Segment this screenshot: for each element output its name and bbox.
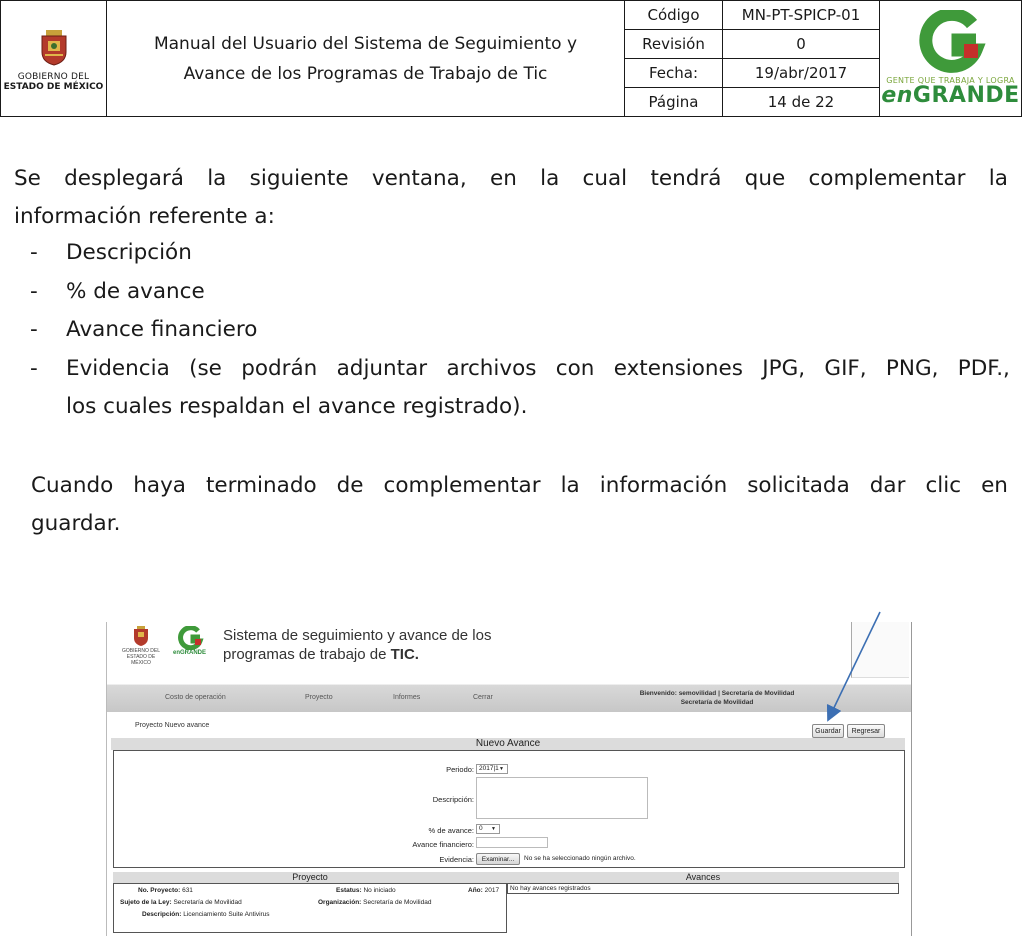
word: que: [744, 166, 786, 191]
period-value: 2017|1: [479, 765, 499, 772]
nav-cerrar[interactable]: Cerrar: [473, 694, 493, 701]
date-label: Fecha:: [625, 59, 723, 88]
project-organization-value: Secretaría de Movilidad: [363, 899, 432, 906]
revision-label: Revisión: [625, 30, 723, 59]
date-value: 19/abr/2017: [723, 59, 880, 88]
period-label: Periodo:: [446, 765, 474, 774]
project-subject-label: Sujeto de la Ley:: [120, 899, 172, 906]
word: tendrá: [650, 166, 722, 191]
word: complementar: [808, 166, 966, 191]
back-button[interactable]: Regresar: [847, 724, 885, 738]
code-value: MN-PT-SPICP-01: [723, 1, 880, 30]
system-title: [223, 626, 491, 664]
word: PNG,: [885, 355, 939, 381]
fields-list: [30, 234, 1010, 427]
word: dar: [869, 473, 906, 498]
mini-gobierno-line1: GOBIERNO DEL: [121, 648, 161, 654]
page-value: 14 de 22: [723, 88, 880, 117]
word: Cuando: [31, 473, 114, 498]
mini-coat-of-arms-icon: [133, 626, 149, 646]
word: JPG,: [762, 355, 806, 381]
advances-list: No hay avances registrados: [507, 883, 899, 894]
brand-wordmark: [881, 85, 1019, 107]
system-navbar: [107, 684, 912, 712]
browse-button[interactable]: Examinar...: [476, 853, 520, 865]
manual-title-line1: Manual del Usuario del Sistema de Seguimiento y: [153, 33, 578, 54]
intro-line2: información referente a:: [14, 204, 275, 229]
word: Se: [14, 166, 41, 191]
nav-costo-operacion[interactable]: Costo de operación: [165, 694, 226, 701]
word: terminado: [205, 473, 317, 498]
system-screenshot: [106, 622, 912, 936]
breadcrumb: Proyecto Nuevo avance: [135, 722, 210, 729]
list-dash: -: [30, 317, 38, 342]
project-organization-label: Organización:: [318, 899, 362, 906]
list-item-percent: % de avance: [66, 278, 205, 304]
list-dash: -: [30, 355, 38, 381]
list-item: [30, 273, 1010, 312]
percent-label: % de avance:: [428, 826, 474, 835]
project-status: [336, 887, 396, 894]
mini-engrande-text: enGRANDE: [173, 650, 207, 656]
evidence-label: Evidencia:: [439, 855, 474, 864]
system-title-line1: Sistema de seguimiento y avance de los: [223, 627, 492, 644]
list-item-financial: Avance financiero: [66, 317, 258, 342]
project-subject-value: Secretaría de Movilidad: [173, 899, 242, 906]
project-number-label: No. Proyecto:: [138, 887, 181, 894]
gobierno-line2: ESTADO DE MÉXICO: [3, 81, 104, 92]
new-advance-form: [113, 750, 905, 868]
project-year: [468, 887, 499, 894]
project-bar: Proyecto: [113, 872, 507, 883]
closing-line1: [31, 467, 1008, 505]
gobierno-line1: GOBIERNO DEL: [17, 71, 90, 82]
en-emphasis: en: [981, 473, 1008, 498]
advances-bar: Avances: [507, 872, 899, 883]
welcome-line1: Bienvenido: semovilidad | Secretaría de Movilidad: [639, 690, 795, 697]
list-dash: -: [30, 278, 38, 304]
screenshot-header: [107, 622, 912, 684]
clic-emphasis: clic: [925, 473, 962, 498]
chevron-down-icon: ▼: [499, 766, 504, 772]
new-advance-title: Nuevo Avance: [111, 738, 905, 750]
page-label: Página: [625, 88, 723, 117]
word: extensiones: [613, 355, 743, 381]
period-select[interactable]: [476, 764, 508, 774]
project-description-value: Licenciamiento Suite Antivirus: [183, 911, 270, 918]
project-description: [142, 911, 270, 918]
project-number-value: 631: [182, 887, 193, 894]
mini-gobierno-text: [119, 648, 163, 666]
intro-paragraph: [14, 160, 1008, 236]
financial-input[interactable]: [476, 837, 548, 848]
word: GIF,: [824, 355, 867, 381]
closing-line2: guardar.: [31, 511, 121, 536]
evidence-line1: [66, 350, 1010, 389]
project-organization: [318, 899, 431, 906]
welcome-message: [557, 689, 877, 707]
code-label: Código: [625, 1, 723, 30]
gobierno-logo-cell: [1, 1, 107, 117]
word: información: [599, 473, 728, 498]
chevron-down-icon: ▼: [491, 826, 496, 832]
word: complementar: [383, 473, 541, 498]
word: adjuntar: [336, 355, 428, 381]
word: Evidencia: [66, 355, 170, 381]
header-side-panel: [851, 622, 909, 678]
list-item-description: Descripción: [66, 240, 192, 265]
evidence-line2: los cuales respaldan el avance registrado).: [66, 394, 528, 419]
revision-value: 0: [723, 30, 880, 59]
description-label: Descripción:: [432, 795, 474, 804]
manual-title-line2: Avance de los Programas de Trabajo de Tic: [183, 63, 548, 84]
document-header-table: [0, 0, 1022, 117]
gobierno-logo: [1, 26, 106, 92]
brand-en: en: [881, 83, 913, 108]
coat-of-arms-icon: [39, 30, 69, 66]
list-item-evidence: [66, 350, 1010, 427]
nav-informes[interactable]: Informes: [393, 694, 421, 701]
project-number: [138, 887, 193, 894]
engrande-logo-cell: [880, 1, 1022, 117]
manual-title: [107, 1, 625, 117]
welcome-line2: Secretaría de Movilidad: [680, 699, 754, 706]
word: solicitada: [747, 473, 850, 498]
project-description-label: Descripción:: [142, 911, 182, 918]
word: ventana,: [371, 166, 467, 191]
mini-gobierno-line2: ESTADO DE MÉXICO: [126, 654, 156, 666]
project-status-value: No iniciado: [363, 887, 396, 894]
project-year-value: 2017: [484, 887, 500, 894]
word: podrán: [241, 355, 318, 381]
word: la: [207, 166, 227, 191]
brand-grande: GRANDE: [912, 83, 1020, 108]
word: con: [555, 355, 595, 381]
engrande-logo: [880, 10, 1021, 107]
description-textarea[interactable]: [476, 777, 648, 819]
closing-paragraph: [31, 467, 1008, 543]
no-file-text: No se ha seleccionado ningún archivo.: [524, 855, 636, 862]
word: cual: [582, 166, 628, 191]
system-title-line2: [223, 645, 491, 664]
project-details: [113, 883, 507, 933]
system-title-prefix: programas de trabajo de: [223, 646, 391, 663]
word: la: [988, 166, 1008, 191]
mini-g-brand-icon: [175, 626, 205, 650]
nav-proyecto[interactable]: Proyecto: [305, 694, 333, 701]
list-item: [30, 311, 1010, 350]
word: (se: [189, 355, 222, 381]
word: haya: [133, 473, 186, 498]
word: la: [540, 166, 560, 191]
list-item: [30, 234, 1010, 273]
list-item: [30, 350, 1010, 427]
percent-value: 0: [479, 825, 483, 832]
word: en: [489, 166, 517, 191]
brand-tagline: GENTE QUE TRABAJA Y LOGRA: [886, 76, 1015, 85]
system-title-tic: TIC.: [390, 646, 419, 663]
save-button[interactable]: Guardar: [812, 724, 844, 738]
word: desplegará: [64, 166, 184, 191]
project-year-label: Año:: [468, 887, 483, 894]
word: archivos: [446, 355, 537, 381]
word: siguiente: [249, 166, 349, 191]
word: PDF.,: [957, 355, 1010, 381]
financial-label: Avance financiero:: [412, 840, 474, 849]
project-status-label: Estatus:: [336, 887, 362, 894]
percent-select[interactable]: [476, 824, 500, 834]
project-subject: [120, 899, 242, 906]
word: la: [560, 473, 580, 498]
word: de: [336, 473, 364, 498]
g-brand-icon: [916, 10, 986, 74]
list-dash: -: [30, 240, 38, 265]
intro-line1: [14, 160, 1008, 198]
